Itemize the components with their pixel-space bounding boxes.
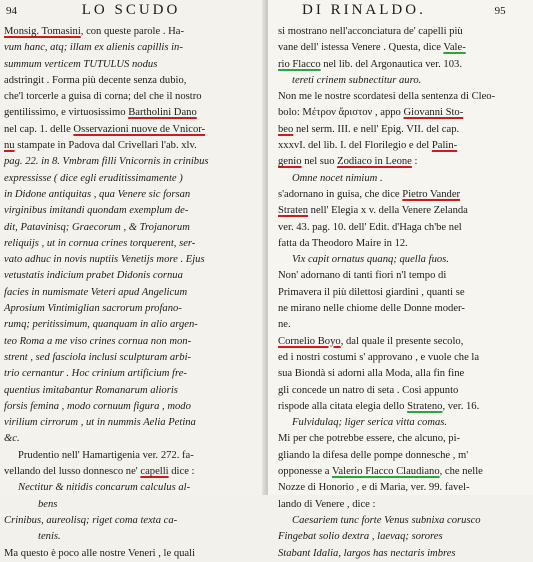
line-text: vetustatis indicium prabet Didonis cornua bbox=[4, 270, 183, 282]
red-underlined-text: genio bbox=[278, 156, 302, 168]
line-text: quentius imitabantur Romanarum alioris bbox=[4, 384, 178, 396]
text-line bbox=[278, 366, 528, 382]
line-text: pag. 22. in 8. Vmbram filli Vnicornis in crinibus bbox=[4, 156, 209, 168]
text-line bbox=[4, 57, 260, 73]
text-line bbox=[278, 73, 528, 89]
line-text: &c. bbox=[4, 433, 20, 445]
text-line bbox=[4, 252, 260, 268]
line-text: teo Roma a me viso crines cornua non mon- bbox=[4, 335, 192, 347]
line-text: dit, Patavinisq; Graecorum , & Trojanorum bbox=[4, 221, 190, 233]
text-line bbox=[4, 24, 260, 40]
text-line bbox=[4, 40, 260, 56]
line-text: nel serm. III. e nell' Epig. VII. del cap. bbox=[293, 123, 460, 135]
line-text: Primavera il più dilettosi giardini , quanti se bbox=[278, 286, 465, 298]
line-text: gli concede un natro di seta . Così appunto bbox=[278, 384, 459, 396]
line-text: in Didone antiquitas , qua Venere sic forsan bbox=[4, 188, 191, 200]
line-text: , con queste parole . Ha- bbox=[80, 26, 185, 37]
line-text: bolo: Μέτρον ἄριστον , appo bbox=[278, 107, 404, 119]
line-text: forsis femina , modo cornuum figura , modo bbox=[4, 400, 191, 412]
text-line bbox=[278, 546, 528, 562]
line-text: facies in numismate Veteri apud Angelicum bbox=[4, 286, 188, 298]
line-text: ne mirano nelle chiome delle Donne moder- bbox=[278, 303, 465, 315]
text-line bbox=[4, 89, 260, 105]
line-text: Non me le nostre scordatesi della sentenza di Cleo- bbox=[278, 91, 496, 103]
text-line bbox=[278, 105, 528, 121]
text-line bbox=[278, 431, 528, 447]
line-text: : bbox=[411, 156, 418, 168]
text-line bbox=[278, 40, 528, 56]
text-line bbox=[278, 171, 528, 187]
text-line bbox=[4, 122, 260, 138]
line-text: vellando del lusso donnesco ne' bbox=[4, 466, 141, 478]
red-underlined-text: Giovanni Sto- bbox=[403, 107, 464, 119]
line-text: s'adornano in guisa, che dice bbox=[278, 188, 403, 200]
line-text: rumq; peritissimum, quanquam in alio argen- bbox=[4, 319, 198, 331]
text-line bbox=[4, 480, 260, 496]
text-line bbox=[278, 529, 528, 545]
line-text: nell' Elegia x v. della Venere Zelanda bbox=[308, 205, 468, 217]
line-text: gentilissimo, e virtuosissimo bbox=[4, 107, 129, 119]
text-line bbox=[278, 317, 528, 333]
text-line bbox=[4, 546, 260, 562]
line-text: si mostrano nell'acconciatura de' capelli più bbox=[278, 26, 463, 37]
red-underlined-text: capelli bbox=[140, 466, 169, 478]
line-text: ne. bbox=[278, 319, 291, 331]
text-line bbox=[278, 480, 528, 496]
line-text: Mi per che potrebbe essere, che alcuno, pi- bbox=[278, 433, 461, 445]
line-text: opponesse a bbox=[278, 466, 332, 478]
text-line bbox=[278, 285, 528, 301]
text-line bbox=[4, 529, 260, 545]
text-line bbox=[4, 105, 260, 121]
text-line bbox=[4, 154, 260, 170]
green-underlined-text: Valerio Flacco Claudiano bbox=[331, 466, 440, 478]
text-line bbox=[4, 448, 260, 464]
text-line bbox=[4, 203, 260, 219]
text-line bbox=[278, 203, 528, 219]
line-text: ed i nostri costumi s' approvano , e vuole che la bbox=[278, 351, 480, 363]
line-text: Fingebat solio dextra , laevaq; sorores bbox=[278, 531, 443, 543]
line-text: adstringit . Forma più decente senza dubio, bbox=[4, 74, 187, 86]
text-line bbox=[278, 334, 528, 350]
text-line bbox=[278, 415, 528, 431]
line-text: virginibus imitandi quondam exemplum de- bbox=[4, 205, 189, 217]
text-line bbox=[4, 415, 260, 431]
line-text: Fulvidulaq; liger serica vitta comas. bbox=[292, 417, 448, 429]
line-text: , che nelle bbox=[439, 466, 483, 478]
line-text: bens bbox=[38, 498, 58, 510]
text-line bbox=[278, 122, 528, 138]
left-page-number: 94 bbox=[6, 5, 17, 17]
text-line bbox=[4, 350, 260, 366]
text-line bbox=[4, 187, 260, 203]
text-line bbox=[4, 220, 260, 236]
text-line bbox=[278, 464, 528, 480]
green-underlined-text: Strateno bbox=[407, 400, 443, 412]
red-underlined-text: Zodiaco in Leone bbox=[337, 156, 412, 168]
right-page-number: 95 bbox=[494, 5, 506, 17]
text-line bbox=[4, 138, 260, 154]
line-text: Crinibus, aureolisq; riget coma texta ca- bbox=[4, 514, 178, 526]
line-text: , ver. 16. bbox=[442, 400, 480, 412]
red-underlined-text: Palin- bbox=[431, 140, 458, 152]
line-text: expressisse ( dice egli eruditissimamente ) bbox=[4, 172, 183, 184]
text-line bbox=[4, 268, 260, 284]
red-underlined-text: beo bbox=[278, 123, 294, 135]
line-text: Aprosium Vintimiglian sacrorum profano- bbox=[4, 303, 182, 315]
line-text: tereti crinem subnectitur auro. bbox=[292, 74, 422, 86]
red-underlined-text: Cornelio Boyo bbox=[278, 335, 341, 347]
line-text: vum hanc, atq; illam ex alienis capillis in- bbox=[4, 42, 183, 54]
text-line bbox=[4, 73, 260, 89]
right-page bbox=[268, 0, 533, 559]
text-line bbox=[4, 334, 260, 350]
right-page-header bbox=[302, 2, 524, 19]
text-line bbox=[4, 366, 260, 382]
text-line bbox=[4, 464, 260, 480]
line-text: Stabant Idalia, largos has nectaris imbres bbox=[278, 547, 456, 559]
text-line bbox=[278, 268, 528, 284]
text-line bbox=[278, 350, 528, 366]
green-underlined-text: rio Flacco bbox=[278, 58, 321, 70]
text-line bbox=[4, 513, 260, 529]
text-line bbox=[4, 285, 260, 301]
line-text: xxxvI. del lib. I. del Florilegio e del bbox=[278, 140, 432, 152]
text-line bbox=[4, 317, 260, 333]
text-line bbox=[278, 220, 528, 236]
red-underlined-text: Straten bbox=[278, 205, 309, 217]
line-text: che'l torcerle a guisa di corna; del che il nostro bbox=[4, 91, 202, 103]
text-line bbox=[4, 236, 260, 252]
line-text: , dal quale il presente secolo, bbox=[340, 335, 464, 347]
text-line bbox=[4, 383, 260, 399]
line-text: nel cap. 1. delle bbox=[4, 123, 74, 135]
text-line bbox=[278, 236, 528, 252]
text-line bbox=[278, 399, 528, 415]
line-text: Prudentio nell' Hamartigenia ver. 272. fa- bbox=[18, 449, 194, 461]
text-line bbox=[4, 497, 260, 513]
line-text: Ma questo è poco alle nostre Veneri , le quali bbox=[4, 547, 196, 559]
text-line bbox=[278, 252, 528, 268]
left-page-header bbox=[6, 2, 180, 19]
line-text: rispode alla citata elegia dello bbox=[278, 400, 408, 412]
line-text: lando di Venere , dice : bbox=[278, 498, 376, 510]
line-text: strent , sed fasciola inclusi sculpturam arbi- bbox=[4, 351, 192, 363]
left-page-text bbox=[4, 24, 260, 562]
line-text: gliando la difesa delle pompe donnesche , m' bbox=[278, 449, 469, 461]
text-line bbox=[278, 24, 528, 40]
line-text: dice : bbox=[168, 466, 195, 478]
line-text: Omne nocet nimium . bbox=[292, 172, 383, 184]
red-underlined-text: nu bbox=[4, 140, 15, 152]
text-line bbox=[278, 383, 528, 399]
line-text: Caesariem tunc forte Venus subnixa corusco bbox=[292, 514, 481, 526]
left-running-head: LO SCUDO bbox=[81, 2, 181, 18]
text-line bbox=[278, 497, 528, 513]
text-line bbox=[278, 57, 528, 73]
line-text: Vix capit ornatus quanq; quella fuos. bbox=[292, 254, 449, 266]
text-line bbox=[4, 431, 260, 447]
line-text: Non' adornano di tanti fiori n'l tempo di bbox=[278, 270, 447, 282]
line-text: fatta da Theodoro Maire in 12. bbox=[278, 237, 408, 249]
red-underlined-text: Bartholini Dano bbox=[128, 107, 197, 119]
right-page-text bbox=[278, 24, 528, 562]
line-text: sua Biondà si adorni alla Moda, alla fin fine bbox=[278, 368, 465, 380]
red-underlined-text: Pietro Vander bbox=[402, 188, 461, 200]
line-text: trio cernantur . Hoc crinium artificium fre- bbox=[4, 368, 187, 380]
text-line bbox=[4, 301, 260, 317]
green-underlined-text: Vale- bbox=[443, 42, 466, 54]
line-text: nel suo bbox=[301, 156, 338, 168]
line-text: stampate in Padova dal Crivellari l'ab. xlv. bbox=[14, 140, 197, 152]
text-line bbox=[278, 89, 528, 105]
line-text: Nectitur & nitidis concarum calculus al- bbox=[18, 482, 191, 494]
text-line bbox=[278, 301, 528, 317]
text-line bbox=[278, 448, 528, 464]
red-underlined-text: Monsig. Tomasini bbox=[4, 26, 81, 37]
text-line bbox=[278, 138, 528, 154]
text-line bbox=[278, 513, 528, 529]
line-text: nel lib. del Argonautica ver. 103. bbox=[320, 58, 462, 70]
line-text: ver. 43. pag. 10. dell' Edit. d'Haga ch'be nel bbox=[278, 221, 462, 233]
line-text: vane dell' istessa Venere . Questa, dice bbox=[278, 42, 444, 54]
line-text: Nozze di Honorio , e di Maria, ver. 99. favel- bbox=[278, 482, 470, 494]
line-text: virilium cirrorum , ut in nummis Aelia Petina bbox=[4, 417, 196, 429]
red-underlined-text: Osservazioni nuove de Vnicor- bbox=[73, 123, 206, 135]
line-text: summum verticem TUTULUS nodus bbox=[4, 58, 158, 70]
line-text: tenis. bbox=[38, 531, 61, 543]
text-line bbox=[4, 399, 260, 415]
right-running-head: DI RINALDO. bbox=[302, 2, 426, 18]
text-line bbox=[278, 154, 528, 170]
text-line bbox=[278, 187, 528, 203]
line-text: vato adhuc in novis nuptiis Venetijs more . Ejus bbox=[4, 254, 205, 266]
text-line bbox=[4, 171, 260, 187]
line-text: reliquijs , ut in cornua crines torquerent, ser- bbox=[4, 237, 196, 249]
